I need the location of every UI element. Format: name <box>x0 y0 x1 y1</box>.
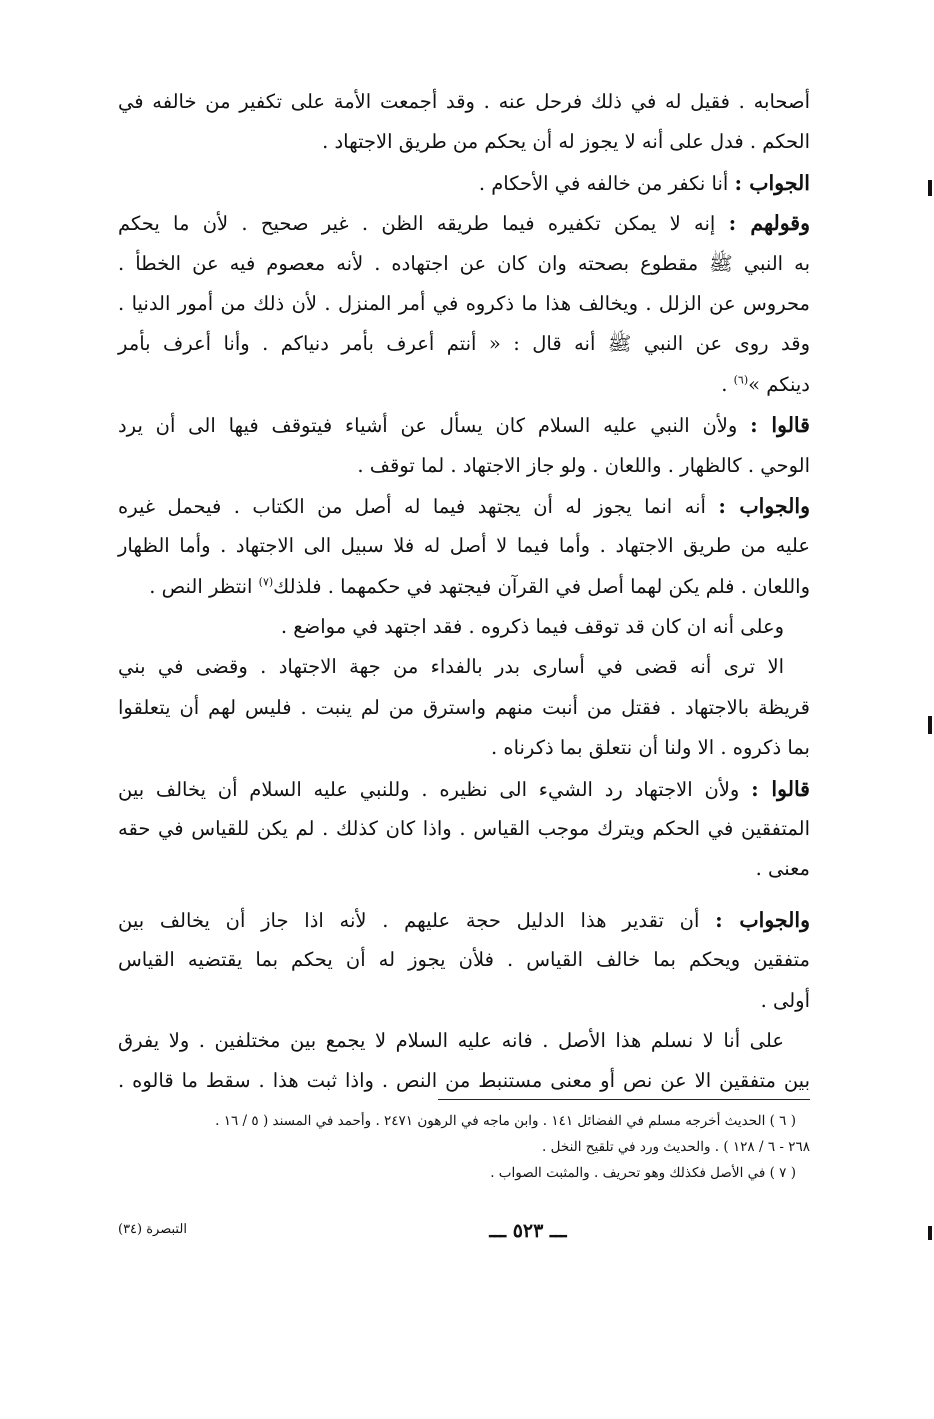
text-line <box>118 446 810 486</box>
line-text: ولأن الاجتهاد رد الشيء الى نظيره . وللنبي عليه السلام أن يخالف بين <box>118 777 752 801</box>
section-keyword: والجواب : <box>718 493 810 518</box>
line-text: أنه انما يجوز له أن يجتهد فيما له أصل من الكتاب . فيحمل غيره <box>118 494 719 518</box>
line-text: الا ترى أنه قضى في أسارى بدر بالفداء من جهة الاجتهاد . وقضى في بني <box>118 655 784 679</box>
footnote-ref: (٧) <box>258 575 274 589</box>
text-line <box>118 284 810 324</box>
line-text: أصحابه . فقيل له في ذلك فرحل عنه . وقد أجمعت الأمة على تكفير من خالفه في <box>118 90 810 113</box>
text-line <box>118 405 810 445</box>
line-text: وقد روى عن النبي ﷺ أنه قال : « أنتم أعرف بأمر دنياكم . وأنا أعرف بأمر <box>118 332 810 356</box>
section-keyword: والجواب : <box>715 907 810 932</box>
text-line <box>118 849 810 889</box>
text-line <box>118 809 810 849</box>
text-line <box>118 1021 810 1061</box>
footnote: ( ٧ ) في الأصل فكذلك وهو تحريف . والمثبت الصواب . <box>490 1165 796 1181</box>
line-text: الوحي . كالظهار . واللعان . ولو جاز الاجتهاد . لما توقف . <box>357 453 810 477</box>
text-line <box>118 1061 810 1101</box>
text-line <box>118 567 810 607</box>
text-line <box>118 203 810 243</box>
line-text: أن تقدير هذا الدليل حجة عليهم . لأنه اذا جاز أن يخالف بين <box>118 908 716 932</box>
text-line <box>118 688 810 728</box>
text-line <box>118 769 810 809</box>
text-line <box>118 163 810 203</box>
line-text: محروس عن الزلل . ويخالف هذا ما ذكروه في أمر المنزل . لأن ذلك من أمور الدنيا . <box>118 291 810 315</box>
line-text: على أنا لا نسلم هذا الأصل . فانه عليه السلام لا يجمع بين مختلفين . ولا يفرق <box>118 1028 784 1052</box>
line-text: متفقين ويحكم بما خالف القياس . فلأن يجوز له أن يحكم بما يقتضيه القياس <box>118 948 810 972</box>
line-text: إنه لا يمكن تكفيره فيما طريقه الظن . غير صحيح . لأن ما يحكم <box>118 212 729 236</box>
text-line <box>118 647 810 687</box>
section-keyword: قالوا : <box>750 413 810 438</box>
section-keyword: قالوا : <box>751 776 810 801</box>
scan-edge-mark <box>928 180 932 196</box>
text-line <box>118 981 810 1021</box>
footnote-ref: (٦) <box>733 373 749 387</box>
line-text: واللعان . فلم يكن لهما أصل في القرآن فيجتهد في حكمهما . فلذلك <box>273 574 810 598</box>
text-line <box>118 940 810 980</box>
text-line <box>118 122 810 162</box>
scan-edge-mark <box>928 716 932 734</box>
line-text: أنا نكفر من خالفه في الأحكام . <box>478 171 735 195</box>
line-text: وعلى أنه ان كان قد توقف فيما ذكروه . فقد اجتهد في مواضع . <box>280 615 784 639</box>
section-keyword: وقولهم : <box>728 211 810 236</box>
line-text: ولأن النبي عليه السلام كان يسأل عن أشياء فيتوقف فيها الى أن يرد <box>118 414 751 438</box>
line-text: معنى . <box>755 857 810 881</box>
text-line <box>118 365 810 405</box>
section-keyword: الجواب : <box>734 170 810 195</box>
footnote: ( ٦ ) الحديث أخرجه مسلم في الفضائل ١٤١ . وابن ماجه في الرهون ٢٤٧١ . وأحمد في المسند ( ٥ / ١٦ . <box>215 1113 796 1129</box>
line-text-continued: انتظر النص . <box>149 574 259 598</box>
text-line <box>118 900 810 940</box>
page-number: ـــ ٥٢٣ ـــ <box>489 1220 567 1242</box>
footnote: ٢٦٨ - ٦ / ١٢٨ ) . والحديث ورد في تلقيح النخل . <box>542 1139 810 1155</box>
line-text: بين متفقين الا عن نص أو معنى مستنبط من النص . واذا ثبت هذا . سقط ما قالوه . <box>118 1069 810 1093</box>
line-text-continued: . <box>721 372 734 396</box>
line-text: المتفقين في الحكم ويترك موجب القياس . واذا كان كذلك . لم يكن للقياس في حقه <box>118 817 810 841</box>
line-text: أولى . <box>760 988 810 1012</box>
footnotes <box>128 1108 810 1186</box>
text-line <box>118 607 810 647</box>
line-text: الحكم . فدل على أنه لا يجوز له أن يحكم من طريق الاجتهاد . <box>322 130 810 154</box>
signature-mark: التبصرة (٣٤) <box>118 1222 187 1237</box>
line-text: قريظة بالاجتهاد . فقتل من أنبت منهم واسترق من لم ينبت . فليس لهم أن يتعلقوا <box>118 695 810 719</box>
scan-edge-mark <box>928 1226 932 1240</box>
text-line <box>118 526 810 566</box>
line-text: به النبي ﷺ مقطوع بصحته وان كان عن اجتهاده . لأنه معصوم فيه عن الخطأ . <box>118 251 810 275</box>
text-line <box>118 324 810 364</box>
line-text: بما ذكروه . الا ولنا أن نتعلق بما ذكرناه . <box>490 736 810 760</box>
text-line <box>118 244 810 284</box>
line-text: عليه من طريق الاجتهاد . وأما فيما لا أصل له فلا سبيل الى الاجتهاد . وأما الظهار <box>118 534 810 558</box>
main-text <box>118 82 810 1102</box>
footnote-divider <box>438 1099 810 1100</box>
text-line <box>118 486 810 526</box>
text-line <box>118 82 810 122</box>
line-text: دينكم » <box>748 372 810 396</box>
page-footer <box>118 1220 818 1250</box>
text-line <box>118 728 810 768</box>
